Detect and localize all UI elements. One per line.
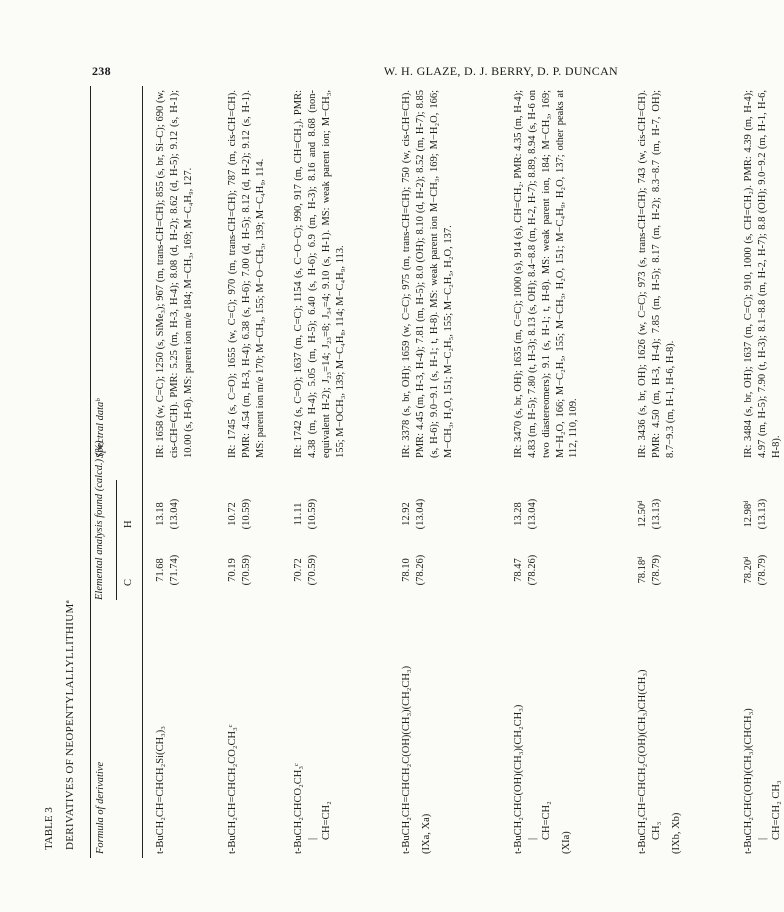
hydrogen-calcd: (13.13) (756, 498, 768, 530)
carbon-analysis (292, 544, 320, 596)
carbon-calcd: (78.79) (756, 554, 768, 586)
hydrogen-analysis (636, 488, 664, 540)
carbon-found: 71.68 (155, 558, 166, 582)
compound-label: (IXb, Xb) (670, 812, 682, 854)
carbon-found: 70.72 (293, 558, 304, 582)
hydrogen-calcd: (10.59) (306, 498, 318, 530)
hydrogen-calcd: (13.04) (526, 498, 538, 530)
derivative-formula (636, 609, 684, 854)
column-header-formula: Formula of derivative (95, 761, 106, 854)
carbon-calcd: (71.74) (168, 554, 180, 586)
hydrogen-analysis (400, 488, 428, 540)
column-header-carbon: C (123, 578, 134, 586)
formula-substituent: CH=CH₂ CH₃ (770, 780, 782, 840)
formula-substituent: CH₃ (650, 821, 662, 840)
carbon-found: 78.20ᵈ (743, 556, 754, 584)
table-caption (42, 600, 77, 850)
formula-substituent: | (756, 837, 768, 840)
carbon-calcd: (78.26) (414, 554, 426, 586)
hydrogen-analysis (292, 488, 320, 540)
carbon-calcd: (70.59) (306, 554, 318, 586)
carbon-calcd: (78.79) (650, 554, 662, 586)
hydrogen-calcd: (10.59) (240, 498, 252, 530)
hydrogen-analysis (226, 488, 254, 540)
hydrogen-found: 12.98ᵈ (743, 500, 754, 528)
spectral-data: IR: 1658 (w, C=C); 1250 (s, SiMe₃); 967 (m, trans-CH=CH); 855 (s, br, Si–C); 690 (w, cis-CH=CH). PMR: 5.25 (m, H-3, H-4); 8.08 (d, H-2); 8.62 (d, H-5); 9.12 (s, H-1); 10.00 (s, H-6). MS: parent ion m/e 184; M−CH₃, 169; M−C₄H₉, 127. (155, 90, 194, 458)
carbon-analysis (226, 544, 254, 596)
hydrogen-calcd: (13.04) (168, 498, 180, 530)
formula-substituent: CH=CH₂ (320, 801, 332, 840)
carbon-calcd: (70.59) (240, 554, 252, 586)
hydrogen-found: 13.28 (513, 502, 524, 526)
carbon-found: 78.10 (401, 558, 412, 582)
page-number: 238 (92, 64, 111, 78)
formula-substituent: | (526, 837, 538, 840)
hydrogen-analysis (742, 488, 770, 540)
carbon-found: 70.19 (227, 558, 238, 582)
derivative-formula (512, 609, 573, 854)
spectral-data: IR: 3436 (s, br, OH); 1626 (w, C=C); 973 (s, trans-CH=CH); 743 (w, cis-CH=CH). PMR: 4.50 (m, H-3, H-4); 7.85 (m, H-5); 8.17 (m, H-2); 8.3−8.7 (m, H-7, OH); 8.7−9.3 (m, H-1, H-6, H-8). (637, 90, 676, 458)
hydrogen-found: 11.11 (293, 502, 304, 526)
derivative-formula (226, 609, 240, 854)
formula-main: t-BuCH₂CHC(OH)(CH₃)(CHCH₃) (743, 708, 754, 854)
column-header-spectral: Spectral dataᵇ (95, 398, 106, 458)
compound-label: (IXa, Xa) (420, 813, 432, 854)
hydrogen-found: 12.92 (401, 502, 412, 526)
column-header-analysis: Elemental analysis found (calcd.) (%) (94, 440, 105, 600)
formula-main: t-BuCH₂CH=CHCH₂Si(CH₃)₃ (155, 726, 166, 854)
formula-substituent: | (306, 837, 318, 840)
analysis-subrule (116, 480, 117, 600)
carbon-analysis (636, 544, 664, 596)
table-top-rule (90, 86, 91, 858)
author-line: W. H. GLAZE, D. J. BERRY, D. P. DUNCAN (383, 64, 618, 78)
formula-main: t-BuCH₂CH=CHCH₂C(OH)(CH₃)(CH₂CH₃) (401, 665, 412, 854)
compound-label: (XIa) (560, 831, 572, 854)
spectral-data: IR: 3378 (s, br, OH); 1659 (w, C=C); 975 (m, trans-CH=CH); 750 (w, cis-CH=CH). PMR: 4.45 (m, H-3, H-4); 7.81 (m, H-5); 8.0 (OH); 8.10 (d, H-2); 8.52 (m, H-7); 8.85 (s, H-6); 9.0−9.1 (s, H-1; t, H-8). MS: weak parent ion M−CH₃, 169; M−H₂O, 166; M−CH₃, H₂O, 151; M−C₂H₅, 155; M−C₂H₅, H₂O, 137. (401, 90, 454, 458)
hydrogen-found: 10.72 (227, 502, 238, 526)
spectral-data: IR: 3470 (s, br, OH); 1635 (m, C=C); 1000 (s), 914 (s), CH=CH₂. PMR: 4.35 (m, H-4); 4.83 (m, H-5); 7.80 (t, H-3); 8.13 (s, OH); 8.4−8.8 (m, H-2, H-7); 8.89, 8.94 (s, H-6 on two diastereomers); 9.1 (s, H-1; t, H-8). MS: weak parent ion, 184; M−CH₃, 169; M−H₂O, 166; M−C₂H₅, 155; M−CH₃, H₂O, 151; M−C₄H₉, H₂O, 137; other peaks at 112, 110, 109. (513, 90, 580, 458)
formula-main: t-BuCH₂CHC(OH)(CH₃)(CH₂CH₃) (513, 704, 524, 854)
carbon-calcd: (78.26) (526, 554, 538, 586)
hydrogen-analysis (512, 488, 540, 540)
hydrogen-found: 12.50ᵈ (637, 500, 648, 528)
hydrogen-analysis (154, 488, 182, 540)
derivative-formula (742, 609, 784, 854)
carbon-analysis (742, 544, 770, 596)
rotated-table (42, 86, 782, 858)
hydrogen-calcd: (13.13) (650, 498, 662, 530)
spectral-data: IR: 3484 (s, br, OH); 1637 (m, C=C); 910, 1000 (s, CH=CH₂). PMR: 4.39 (m, H-4); 4.97 (m, H-5); 7.90 (t, H-3); 8.1−8.8 (m, H-2, H-7); 8.8 (OH); 9.0−9.2 (m, H-1, H-6, H-8). (743, 90, 782, 458)
spectral-data: IR: 1745 (s, C=O); 1655 (w, C=C); 970 (m, trans-CH=CH); 787 (m, cis-CH=CH). PMR: 4.54 (m, H-3, H-4); 6.38 (s, H-6); 7.00 (d, H-5); 8.12 (d, H-2); 9.12 (s, H-1). MS: parent ion m/e 170; M−CH₃, 155; M−O−CH₃, 139; M−C₄H₉, 114. (227, 90, 266, 458)
carbon-analysis (400, 544, 428, 596)
table-label: TABLE 3 (43, 807, 55, 850)
running-head (0, 64, 680, 84)
hydrogen-calcd: (13.04) (414, 498, 426, 530)
formula-main: t-BuCH₂CHCO₂CH₃ᶜ (293, 763, 304, 854)
carbon-found: 78.18ᵈ (637, 556, 648, 584)
carbon-analysis (512, 544, 540, 596)
column-header-hydrogen: H (123, 520, 134, 528)
carbon-analysis (154, 544, 182, 596)
table-header-rule (142, 86, 143, 858)
formula-main: t-BuCH₂CH=CHCH₂C(OH)(CH₃)CH(CH₃) (637, 669, 648, 854)
table-title: DERIVATIVES OF NEOPENTYLALLYLLITHIUMª (63, 600, 76, 850)
derivative-formula (400, 609, 434, 854)
hydrogen-found: 13.18 (155, 502, 166, 526)
derivative-formula (154, 609, 168, 854)
formula-substituent: CH=CH₂ (540, 801, 552, 840)
derivative-formula (292, 609, 334, 854)
formula-main: t-BuCH₂CH=CHCH₂CO₂CH₃ᶜ (227, 724, 238, 854)
spectral-data: IR: 1742 (s, C=O); 1637 (m, C=C); 1154 (s, C−O−C); 990, 917 (m, CH=CH₂). PMR: 4.38 (m, H-4); 5.05 (m, H-5); 6.40 (s, H-6); 6.9 (m, H-3); 8.16 and 8.68 (non-equivalent H-2); J₂₃=14; J₂₃=8; J₃₄=4; 9.10 (s, H-1). MS: weak parent ion; M−CH₃, 155; M−OCH₃, 139; M−C₄H₈, 114; M−C₄H₉, 113. (293, 90, 346, 458)
carbon-found: 78.47 (513, 558, 524, 582)
